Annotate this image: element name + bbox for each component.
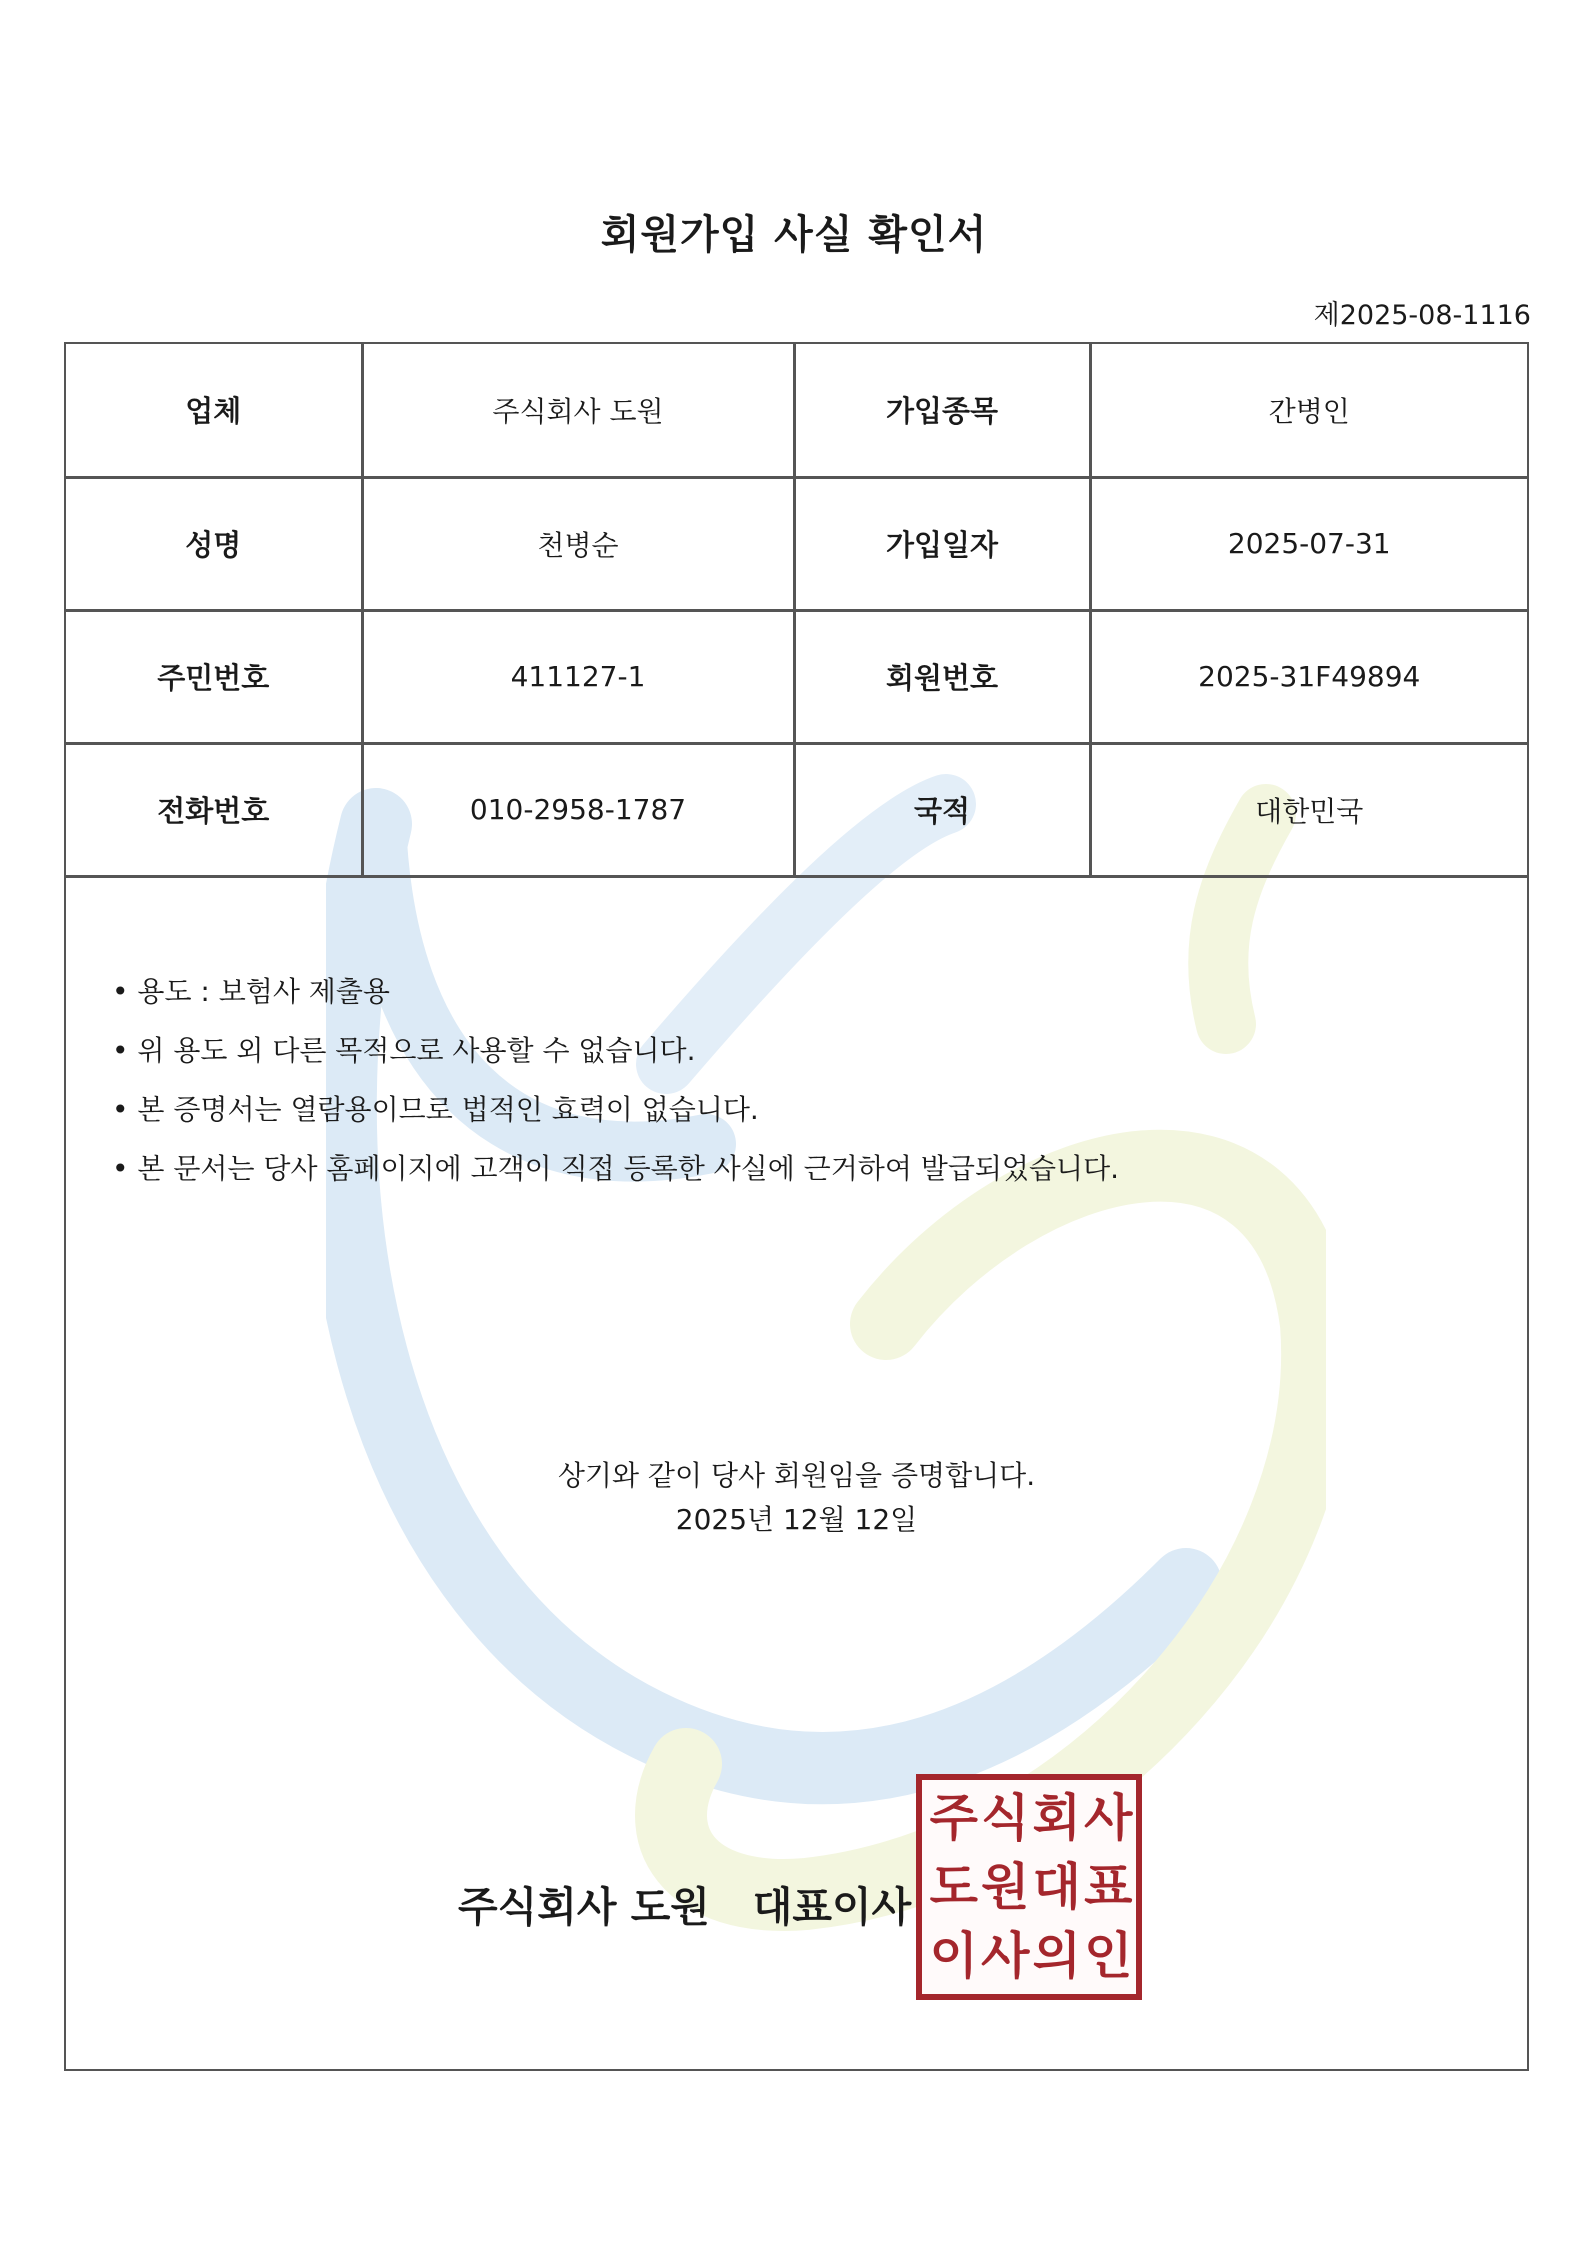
list-item: • 본 증명서는 열람용이므로 법적인 효력이 없습니다. <box>112 1080 1119 1139</box>
seal-char: 인 <box>1084 1926 1129 1985</box>
seal-char: 회 <box>1032 1789 1077 1848</box>
value-nationality: 대한민국 <box>1090 743 1527 876</box>
label-membership-type: 가입종목 <box>794 344 1090 477</box>
seal-char: 도 <box>929 1857 974 1916</box>
signer-position: 대표이사 <box>752 1883 912 1931</box>
value-member-number: 2025-31F49894 <box>1090 610 1527 743</box>
label-name: 성명 <box>66 477 362 610</box>
label-company: 업체 <box>66 344 362 477</box>
value-membership-type: 간병인 <box>1090 344 1527 477</box>
seal-char: 이 <box>929 1926 974 1985</box>
signer-line <box>458 1874 911 1933</box>
table-row <box>66 610 1527 743</box>
seal-char: 사 <box>1084 1789 1129 1848</box>
seal-char: 주 <box>929 1789 974 1848</box>
confirmation-statement: 상기와 같이 당사 회원임을 증명합니다. <box>557 1459 1036 1492</box>
label-join-date: 가입일자 <box>794 477 1090 610</box>
table-row <box>66 743 1527 876</box>
label-phone: 전화번호 <box>66 743 362 876</box>
seal-char: 대 <box>1032 1857 1077 1916</box>
list-item: • 위 용도 외 다른 목적으로 사용할 수 없습니다. <box>112 1021 1119 1080</box>
seal-char: 사 <box>981 1926 1026 1985</box>
table-row <box>66 344 1527 477</box>
table-row <box>66 477 1527 610</box>
document-number: 제2025-08-1116 <box>1313 300 1531 331</box>
seal-char: 의 <box>1032 1926 1077 1985</box>
confirmation-block <box>66 1454 1527 1542</box>
page-title: 회원가입 사실 확인서 <box>600 212 988 258</box>
label-member-number: 회원번호 <box>794 610 1090 743</box>
value-phone: 010-2958-1787 <box>362 743 794 876</box>
seal-char: 원 <box>981 1857 1026 1916</box>
seal-char: 표 <box>1084 1857 1129 1916</box>
company-seal <box>916 1774 1142 2000</box>
label-nationality: 국적 <box>794 743 1090 876</box>
value-resident-number: 411127-1 <box>362 610 794 743</box>
signer-company: 주식회사 도원 <box>458 1883 710 1931</box>
value-name: 천병순 <box>362 477 794 610</box>
list-item: • 용도 : 보험사 제출용 <box>112 962 1119 1021</box>
notes-list <box>112 962 1119 1198</box>
certificate-frame <box>64 342 1529 2071</box>
issue-date: 2025년 12월 12일 <box>675 1503 918 1536</box>
value-join-date: 2025-07-31 <box>1090 477 1527 610</box>
seal-char: 식 <box>981 1789 1026 1848</box>
member-info-table <box>66 344 1527 878</box>
label-resident-number: 주민번호 <box>66 610 362 743</box>
list-item: • 본 문서는 당사 홈페이지에 고객이 직접 등록한 사실에 근거하여 발급되었습니다. <box>112 1139 1119 1198</box>
value-company: 주식회사 도원 <box>362 344 794 477</box>
